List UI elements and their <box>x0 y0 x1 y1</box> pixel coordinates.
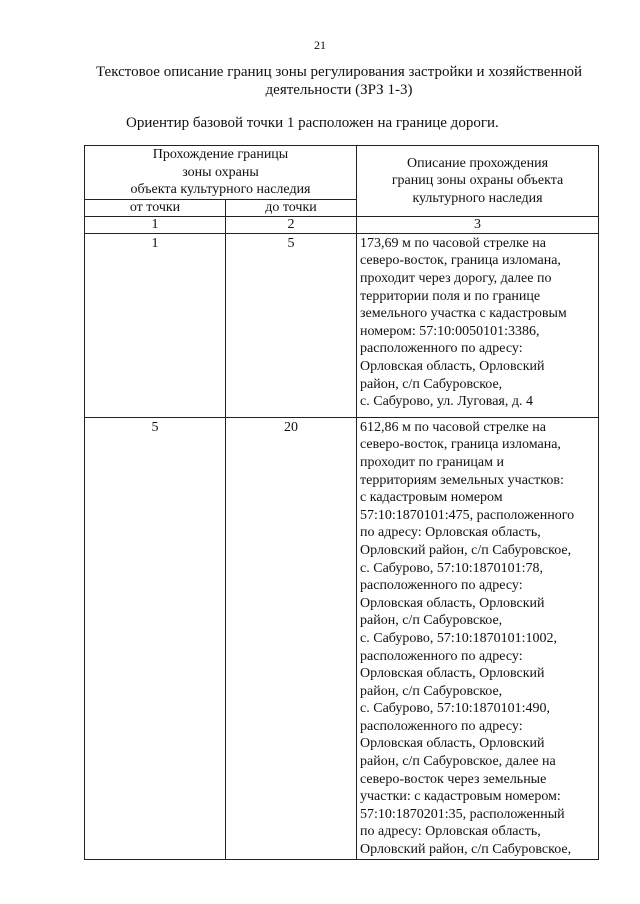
description-line: участки: с кадастровым номером: <box>360 789 561 805</box>
description-line: Орловская область, Орловский <box>360 358 545 374</box>
header-line: объекта культурного наследия <box>130 182 311 198</box>
description-line: расположенного по адресу: <box>360 718 523 734</box>
description-line: расположенного по адресу: <box>360 648 523 664</box>
column-number: 1 <box>85 216 226 233</box>
description-line: проходит через дорогу, далее по <box>360 270 552 286</box>
description-line: 57:10:1870201:35, расположенный <box>360 806 565 822</box>
description-header <box>357 146 599 217</box>
description-line: северо-восток через земельные <box>360 771 547 787</box>
description-line: территориям земельных участков: <box>360 472 564 488</box>
header-line: Прохождение границы <box>152 147 289 162</box>
header-line: культурного наследия <box>412 190 543 206</box>
description-line: район, с/п Сабуровское, далее на <box>360 754 556 770</box>
description-line: по адресу: Орловская область, <box>360 525 541 541</box>
description-line: с. Сабурово, 57:10:1870101:490, <box>360 701 551 717</box>
description-line: Орловский район, с/п Сабуровское, <box>360 842 572 858</box>
from-point-header: от точки <box>85 199 226 216</box>
boundary-table <box>84 145 599 860</box>
table-row <box>85 233 599 417</box>
description-line: территории поля и по границе <box>360 288 541 304</box>
document-title <box>84 63 594 99</box>
description-line: с. Сабурово, 57:10:1870101:78, <box>360 560 544 576</box>
description-line: земельного участка с кадастровым <box>360 306 567 322</box>
page-number: 21 <box>314 38 326 52</box>
from-point-cell: 5 <box>85 417 226 859</box>
description-line: северо-восток, граница изломана, <box>360 253 561 269</box>
column-number: 3 <box>357 216 599 233</box>
description-line: Орловская область, Орловский <box>360 595 545 611</box>
column-number-row <box>85 216 599 233</box>
description-line: 612,86 м по часовой стрелке на <box>360 419 546 435</box>
description-line: северо-восток, граница изломана, <box>360 437 561 453</box>
description-line: номером: 57:10:0050101:3386, <box>360 323 540 339</box>
boundary-description-cell <box>357 417 599 859</box>
description-line: с кадастровым номером <box>360 490 503 506</box>
description-line: Орловская область, Орловский <box>360 736 545 752</box>
description-line: по адресу: Орловская область, <box>360 824 541 840</box>
description-line: район, с/п Сабуровское, <box>360 613 503 629</box>
description-line: с. Сабурово, 57:10:1870101:1002, <box>360 630 558 646</box>
header-line: границ зоны охраны объекта <box>391 173 564 189</box>
description-line: 57:10:1870101:475, расположенного <box>360 507 575 523</box>
to-point-header: до точки <box>226 199 357 216</box>
header-line: Описание прохождения <box>406 155 549 171</box>
description-line: с. Сабурово, ул. Луговая, д. 4 <box>360 394 533 410</box>
description-line: 173,69 м по часовой стрелке на <box>360 235 546 251</box>
description-line: район, с/п Сабуровское, <box>360 376 503 392</box>
to-point-cell: 20 <box>226 417 357 859</box>
description-line: расположенного по адресу: <box>360 578 523 594</box>
title-line: Текстовое описание границ зоны регулирования застройки и хозяйственной <box>95 64 583 80</box>
description-line: район, с/п Сабуровское, <box>360 683 503 699</box>
description-line: проходит по границам и <box>360 454 504 470</box>
from-point-cell: 1 <box>85 233 226 417</box>
column-number: 2 <box>226 216 357 233</box>
description-line: Орловский район, с/п Сабуровское, <box>360 542 572 558</box>
table-row <box>85 417 599 859</box>
to-point-cell: 5 <box>226 233 357 417</box>
boundary-group-header <box>85 146 357 200</box>
title-line: деятельности (ЗРЗ 1-3) <box>265 82 413 98</box>
description-line: Орловская область, Орловский <box>360 666 545 682</box>
header-line: зоны охраны <box>182 164 259 180</box>
intro-paragraph: Ориентир базовой точки 1 расположен на границе дороги. <box>126 115 499 131</box>
boundary-description-cell <box>357 233 599 417</box>
description-line: расположенного по адресу: <box>360 341 523 357</box>
